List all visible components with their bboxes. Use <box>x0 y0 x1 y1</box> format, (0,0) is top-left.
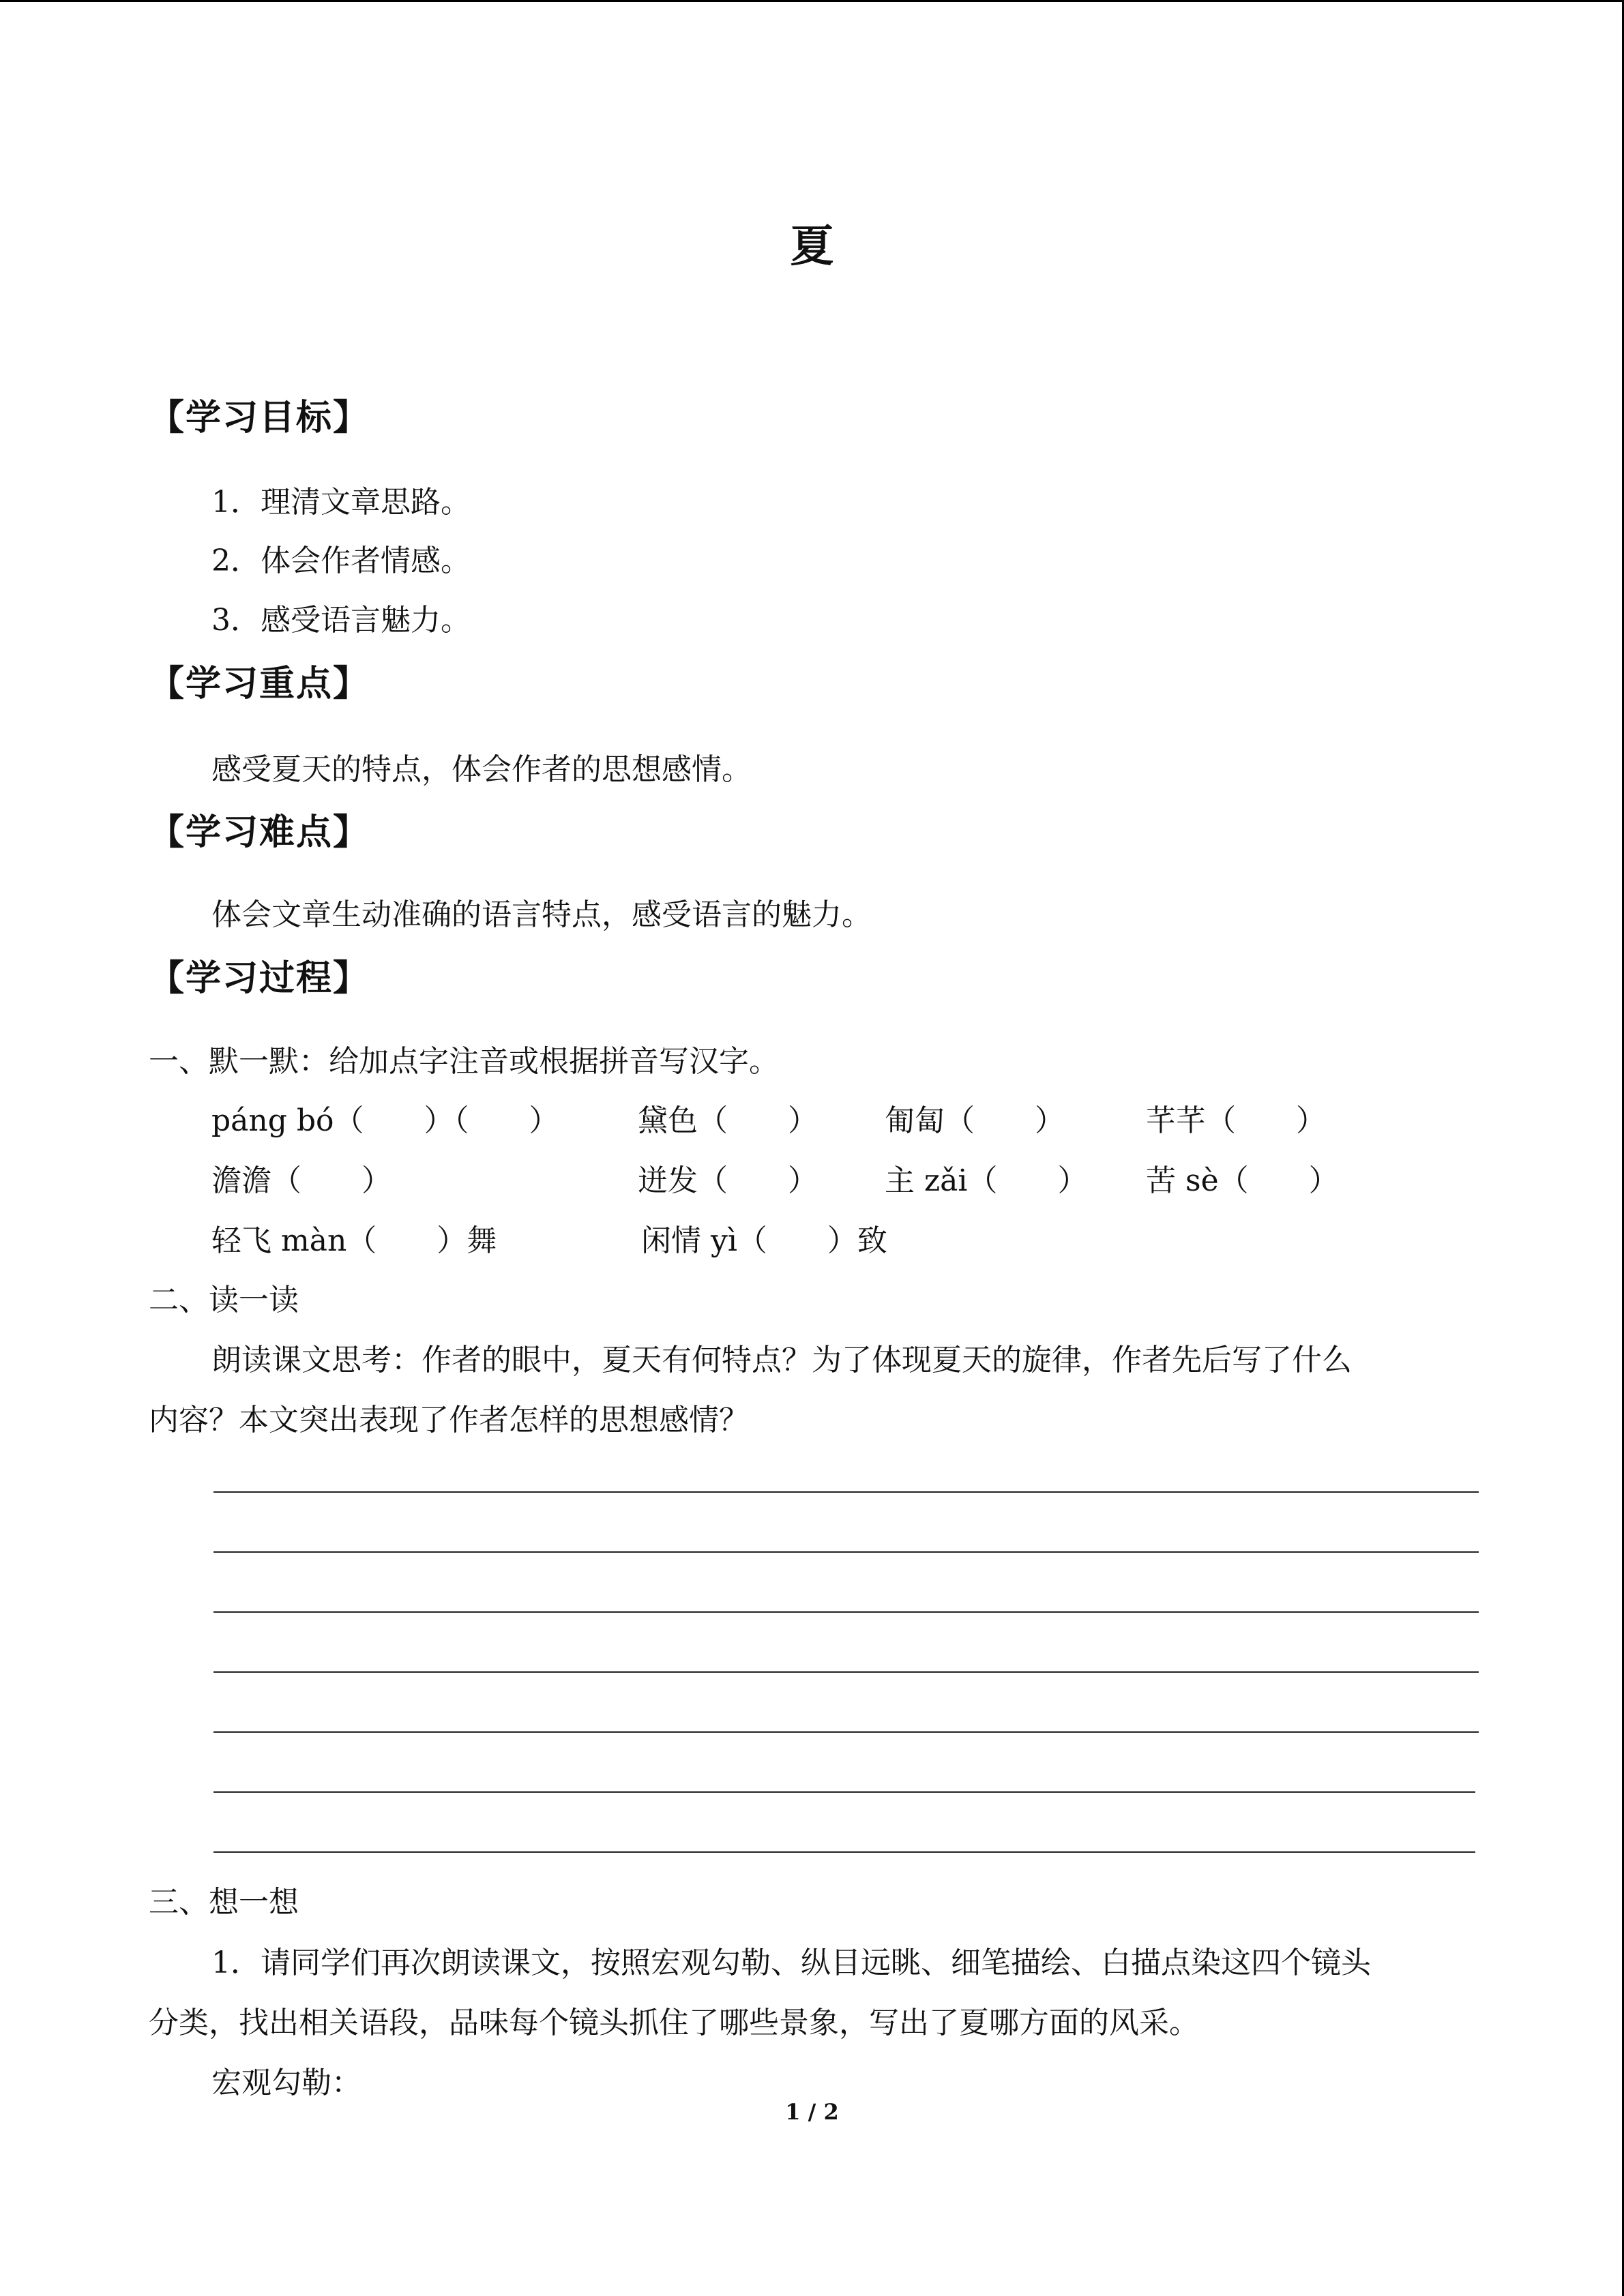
pinyin-item: 苦 sè（ ） <box>1146 1163 1339 1198</box>
pinyin-item: 迸发（ ） <box>638 1163 818 1198</box>
answer-line[interactable] <box>213 1731 1479 1733</box>
difficulties-heading: 【学习难点】 <box>149 812 370 853</box>
part2-question-line: 朗读课文思考：作者的眼中，夏天有何特点？为了体现夏天的旋律，作者先后写了什么 <box>211 1343 1352 1377</box>
pinyin-item: 芊芊（ ） <box>1146 1103 1326 1138</box>
answer-line[interactable] <box>213 1671 1479 1673</box>
key-points-text: 感受夏天的特点，体会作者的思想感情。 <box>211 752 752 787</box>
difficulties-text: 体会文章生动准确的语言特点，感受语言的魅力。 <box>211 897 872 932</box>
pinyin-item: 澹澹（ ） <box>211 1163 392 1198</box>
pinyin-item: 黛色（ ） <box>638 1103 818 1138</box>
objective-item: 2．体会作者情感。 <box>211 543 471 578</box>
answer-line[interactable] <box>213 1551 1479 1553</box>
top-border <box>0 0 1624 2</box>
objective-item: 1．理清文章思路。 <box>211 485 471 520</box>
answer-line[interactable] <box>213 1851 1475 1853</box>
part3-title: 三、想一想 <box>149 1885 299 1920</box>
objectives-heading: 【学习目标】 <box>149 398 370 438</box>
pinyin-item: 闲情 yì（ ）致 <box>641 1223 887 1258</box>
page-title: 夏 <box>790 221 834 272</box>
page-number: 1 / 2 <box>785 2099 839 2125</box>
answer-line[interactable] <box>213 1611 1479 1613</box>
pinyin-item: 匍匐（ ） <box>885 1103 1065 1138</box>
process-heading: 【学习过程】 <box>149 958 370 999</box>
part2-question-line: 内容？本文突出表现了作者怎样的思想感情？ <box>149 1403 749 1437</box>
answer-line[interactable] <box>213 1791 1475 1793</box>
key-points-heading: 【学习重点】 <box>149 664 370 704</box>
part1-title: 一、默一默：给加点字注音或根据拼音写汉字。 <box>149 1044 779 1079</box>
pinyin-item: 主 zǎi（ ） <box>885 1163 1088 1198</box>
part3-question-line: 1．请同学们再次朗读课文，按照宏观勾勒、纵目远眺、细笔描绘、白描点染这四个镜头 <box>211 1945 1371 1980</box>
part3-question-line: 分类，找出相关语段，品味每个镜头抓住了哪些景象，写出了夏哪方面的风采。 <box>149 2006 1199 2040</box>
pinyin-item: 轻飞 màn（ ）舞 <box>211 1223 497 1258</box>
objective-item: 3．感受语言魅力。 <box>211 603 471 638</box>
part2-title: 二、读一读 <box>149 1283 299 1317</box>
part3-sub-label: 宏观勾勒： <box>211 2066 361 2100</box>
pinyin-item: páng bó（ ）（ ） <box>211 1103 559 1138</box>
answer-line[interactable] <box>213 1491 1479 1493</box>
